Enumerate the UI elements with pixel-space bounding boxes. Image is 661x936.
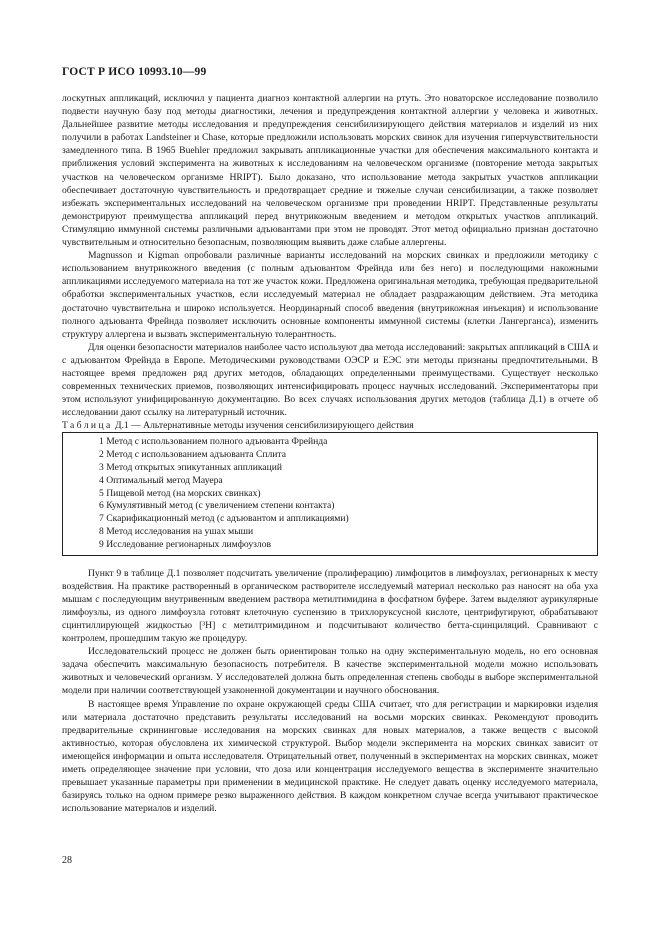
paragraph: В настоящее время Управление по охране окружающей среды США считает, что для регистрации и маркировки изделия или материала достаточно представить результаты исследований на восьми морских свинках. Рекомендуют проводить предварительные скрининговые исследования на морских свинках для новых материалов, а также веществ с высокой активностью, которая обусловлена их химической структурой. Выбор модели эксперимента на морских свинках зависит от имеющейся информации и опыта исследователя. Отрицательный ответ, полученный в экспериментах на морских свинках, может иметь определяющее значение при условии, что доза или концентрация исследуемого вещества в эксперименте значительно превышает указанные параметры при применении в медицинской практике. Не следует давать оценку исследуемого материала, базируясь только на одном примере резко выраженного действия. В каждом конкретном случае всегда учитывают практическое использование материалов и изделий. — [62, 698, 598, 815]
paragraph: лоскутных аппликаций, исключил у пациента диагноз контактной аллергии на ртуть. Это новаторское исследование позволило подвести научную базу под методы диагностики, лечения и предупреждения контактной аллергии у человека и животных. Дальнейшее развитие методы исследования и предупреждения сенсибилизирующего действия материалов и изделий из них получили в работах Landsteiner и Chase, которые предложили использовать морских свинок для изучения гиперчувствительности замедленного типа. В 1965 Buehler предложил закрывать аппликационные участки для обеспечения максимального контакта и приближения условий эксперимента на животных к исследованиям на человеческом организме (повторение метода закрытых участков на человеческом организме HRIPT). Было доказано, что использование метода закрытых участков аппликации обеспечивает достаточную чувствительность и предотвращает средние и тяжелые случаи сенсибилизации, а также позволяет избежать экспериментальных исследований на человеческом организме при проведении HRIPT. Представленные результаты демонстрируют преимущества аппликаций перед внутрикожным введением и методом открытых участков аппликаций. Стимуляцию иммунной системы различными адъювантами при этом не проводят. Этот метод официально признан достаточно чувствительным и относительно безопасным, позволяющим выявить даже слабые аллергены. — [62, 93, 598, 249]
table-row: 7 Скарификационный метод (с адъювантом и аппликациями) — [99, 513, 349, 525]
paragraph: Пункт 9 в таблице Д.1 позволяет подсчитать увеличение (пролиферацию) лимфоцитов в лимфоузлах, регионарных к месту воздействия. На практике растворенный в органическом растворителе исследуемый материал несколько раз наносят на оба уха мышам с последующим внутривенным введением раствора метилтимидина в фосфатном буфере. Затем выделяют аурикулярные лимфоузлы, из одного лимфоузла готовят клеточную суспензию в трихлоруксусной кислоте, центрифугируют, обрабатывают сцинтиллирующей жидкостью [³H] с метилтримидином и подсчитывают количество бетта-сцинциляций. Сравнивают с контролем, прошедшим такую же процедуру. — [62, 567, 598, 645]
table-row: 2 Метод с использованием адъюванта Сплита — [99, 449, 286, 461]
page-content — [62, 92, 598, 815]
table-row: 6 Кумулятивный метод (с увеличением степени контакта) — [99, 500, 335, 512]
paragraph: Исследовательский процесс не должен быть ориентирован только на одну экспериментальную модель, но его основная задача обеспечить максимальную безопасность потребителя. В качестве экспериментальной модели можно использовать животных и человеческий организм. У исследователей должна быть определенная степень свободы в выборе экспериментальной модели при наличии соответствующей узаконенной документации и научного обоснования. — [62, 646, 598, 697]
document-header: ГОСТ Р ИСО 10993.10—99 — [62, 66, 207, 78]
table-row: 9 Исследование регионарных лимфоузлов — [99, 538, 272, 550]
paragraph: Для оценки безопасности материалов наиболее часто используют два метода исследований: закрытых аппликаций в США и с адъювантом Фрейнда в Европе. Методическими руководствами ОЭСР и ЕЭС эти методы признаны предпочтительными. В настоящее время предложен ряд других методов, обладающих определенными преимуществами. Существует несколько современных технических приемов, позволяющих интенсифицировать процесс научных исследований. Экспериментаторы при этом используют унифицированную документацию. Во всех случаях использования других методов (таблица Д.1) в отчете об исследовании дают ссылку на литературный источник. — [62, 341, 598, 419]
page-number: 28 — [62, 855, 72, 866]
table-row: 8 Метод исследования на ушах мыши — [99, 526, 254, 538]
table-row: 1 Метод с использованием полного адъюванта Фрейнда — [99, 436, 328, 448]
table-label: Таблица — [62, 420, 113, 432]
methods-table — [62, 432, 598, 555]
table-caption — [62, 419, 598, 432]
table-row: 3 Метод открытых эпикутанных аппликаций — [99, 462, 283, 474]
paragraph: Magnusson и Kigman опробовали различные варианты исследований на морских свинках и предложили методику с использованием внутрикожного введения (с полным адъювантом Фрейнда или без него) и последующими накожными аппликациями исследуемого материала на тот же участок кожи. Предложена оригинальная методика, требующая предварительной обработки экспериментальных участков, если исследуемый материал не обладает раздражающим действием. Эта методика достаточно чувствительна и широко используется. Неординарный способ введения (внутрикожная инъекция) и использование полного адъюванта Фрейнда позволяет исключить основные компоненты иммунной системы (клетки Лангерганса), изменить структуру аллергена и вызвать экспериментальную толерантность. — [62, 250, 598, 340]
table-title: Д.1 — Альтернативные методы изучения сенсибилизирующего действия — [112, 420, 414, 432]
table-row: 4 Оптимальный метод Мауера — [99, 474, 223, 486]
table-row: 5 Пищевой метод (на морских свинках) — [99, 487, 261, 499]
